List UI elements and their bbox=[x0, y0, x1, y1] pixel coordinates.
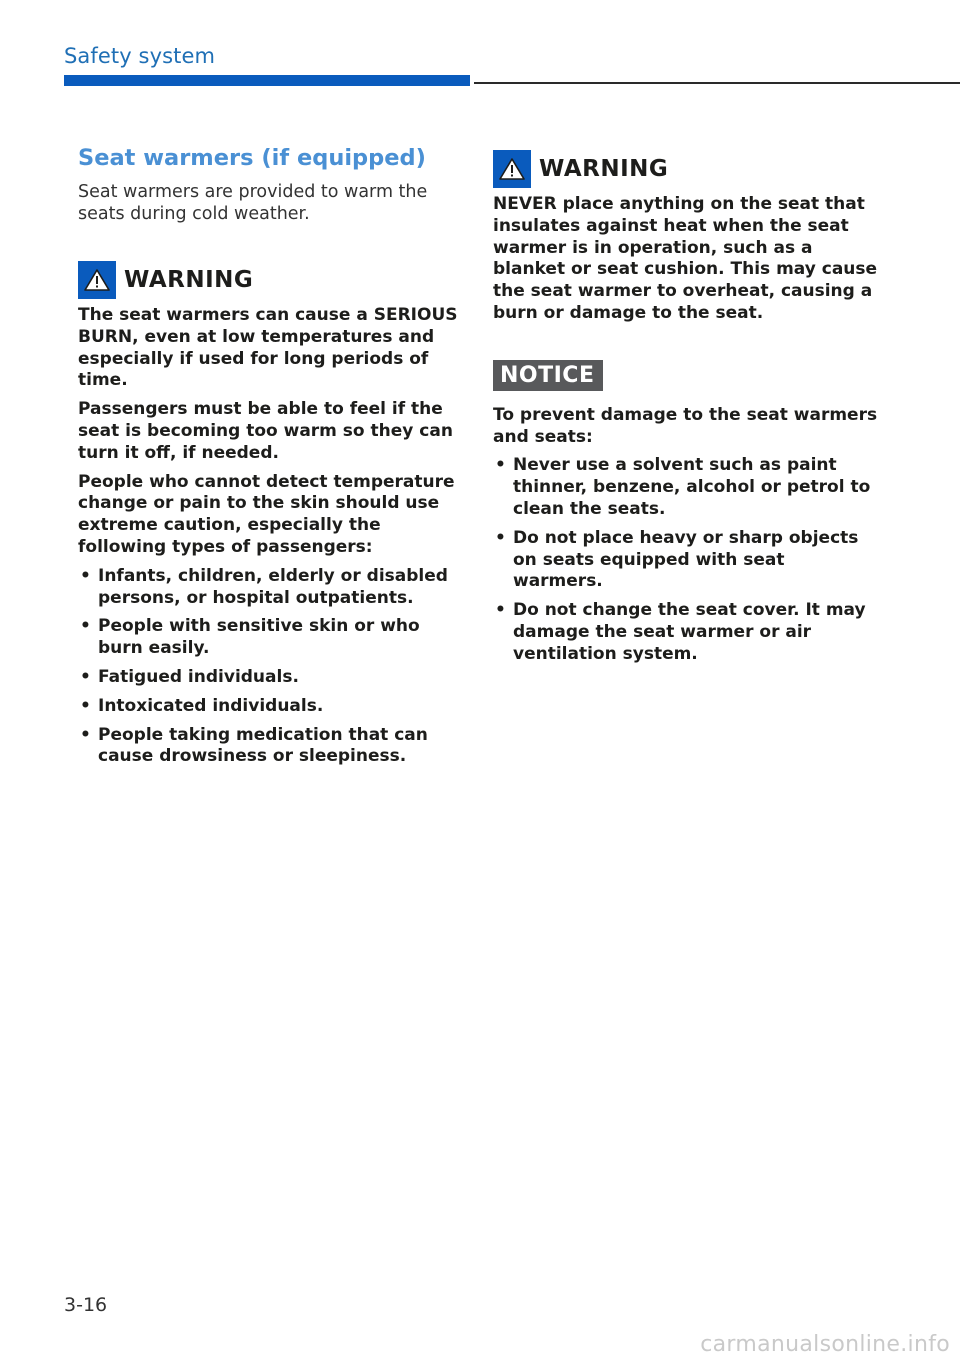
seat-warmers-intro: Seat warmers are provided to warm the seats during cold weather. bbox=[78, 182, 428, 224]
warning-label: WARNING bbox=[539, 156, 669, 182]
passenger-types-list bbox=[78, 566, 458, 768]
notice-badge: NOTICE bbox=[493, 360, 603, 391]
warning-header-left bbox=[78, 261, 458, 299]
list-item: • Do not change the seat cover. It may damage the seat warmer or air ventilation system. bbox=[495, 600, 866, 664]
warning-label: WARNING bbox=[124, 267, 254, 293]
header-rule-thick bbox=[64, 75, 470, 86]
warning-triangle-icon bbox=[78, 261, 116, 299]
warning-header-right bbox=[493, 150, 878, 188]
warning-paragraph: NEVER place anything on the seat that insulates against heat when the seat warmer is in operation, such as a blanket or seat cushion. This may cause the seat warmer to overheat, causing a burn or damage to the seat. bbox=[493, 194, 878, 323]
warning-triangle-icon bbox=[493, 150, 531, 188]
list-item: • Infants, children, elderly or disabled persons, or hospital outpatients. bbox=[80, 565, 448, 608]
list-item: • People taking medication that can cause drowsiness or sleepiness. bbox=[80, 724, 428, 767]
list-item: • Fatigued individuals. bbox=[80, 666, 299, 687]
seat-warmers-title: Seat warmers (if equipped) bbox=[78, 145, 426, 171]
warning-paragraph: The seat warmers can cause a SERIOUS BURN, even at low temperatures and especially if used for long periods of time. bbox=[78, 305, 458, 391]
warning-paragraph: People who cannot detect temperature change or pain to the skin should use extreme caution, especially the following types of passengers: bbox=[78, 471, 455, 557]
warning-paragraph: Passengers must be able to feel if the seat is becoming too warm so they can turn it off, if needed. bbox=[78, 399, 453, 463]
notice-intro: To prevent damage to the seat warmers and seats: bbox=[493, 404, 878, 447]
list-item: • Never use a solvent such as paint thinner, benzene, alcohol or petrol to clean the seats. bbox=[495, 455, 871, 519]
notice-list bbox=[493, 455, 878, 665]
list-item: • People with sensitive skin or who burn easily. bbox=[80, 616, 420, 659]
left-column bbox=[78, 145, 458, 775]
section-header-title: Safety system bbox=[64, 44, 216, 68]
list-item: • Do not place heavy or sharp objects on seats equipped with seat warmers. bbox=[495, 527, 859, 592]
page-number: 3-16 bbox=[64, 1294, 108, 1316]
list-item: • Intoxicated individuals. bbox=[80, 695, 324, 716]
right-column bbox=[493, 150, 878, 673]
header-rule-thin bbox=[474, 82, 960, 84]
watermark: carmanualsonline.info bbox=[700, 1332, 950, 1357]
